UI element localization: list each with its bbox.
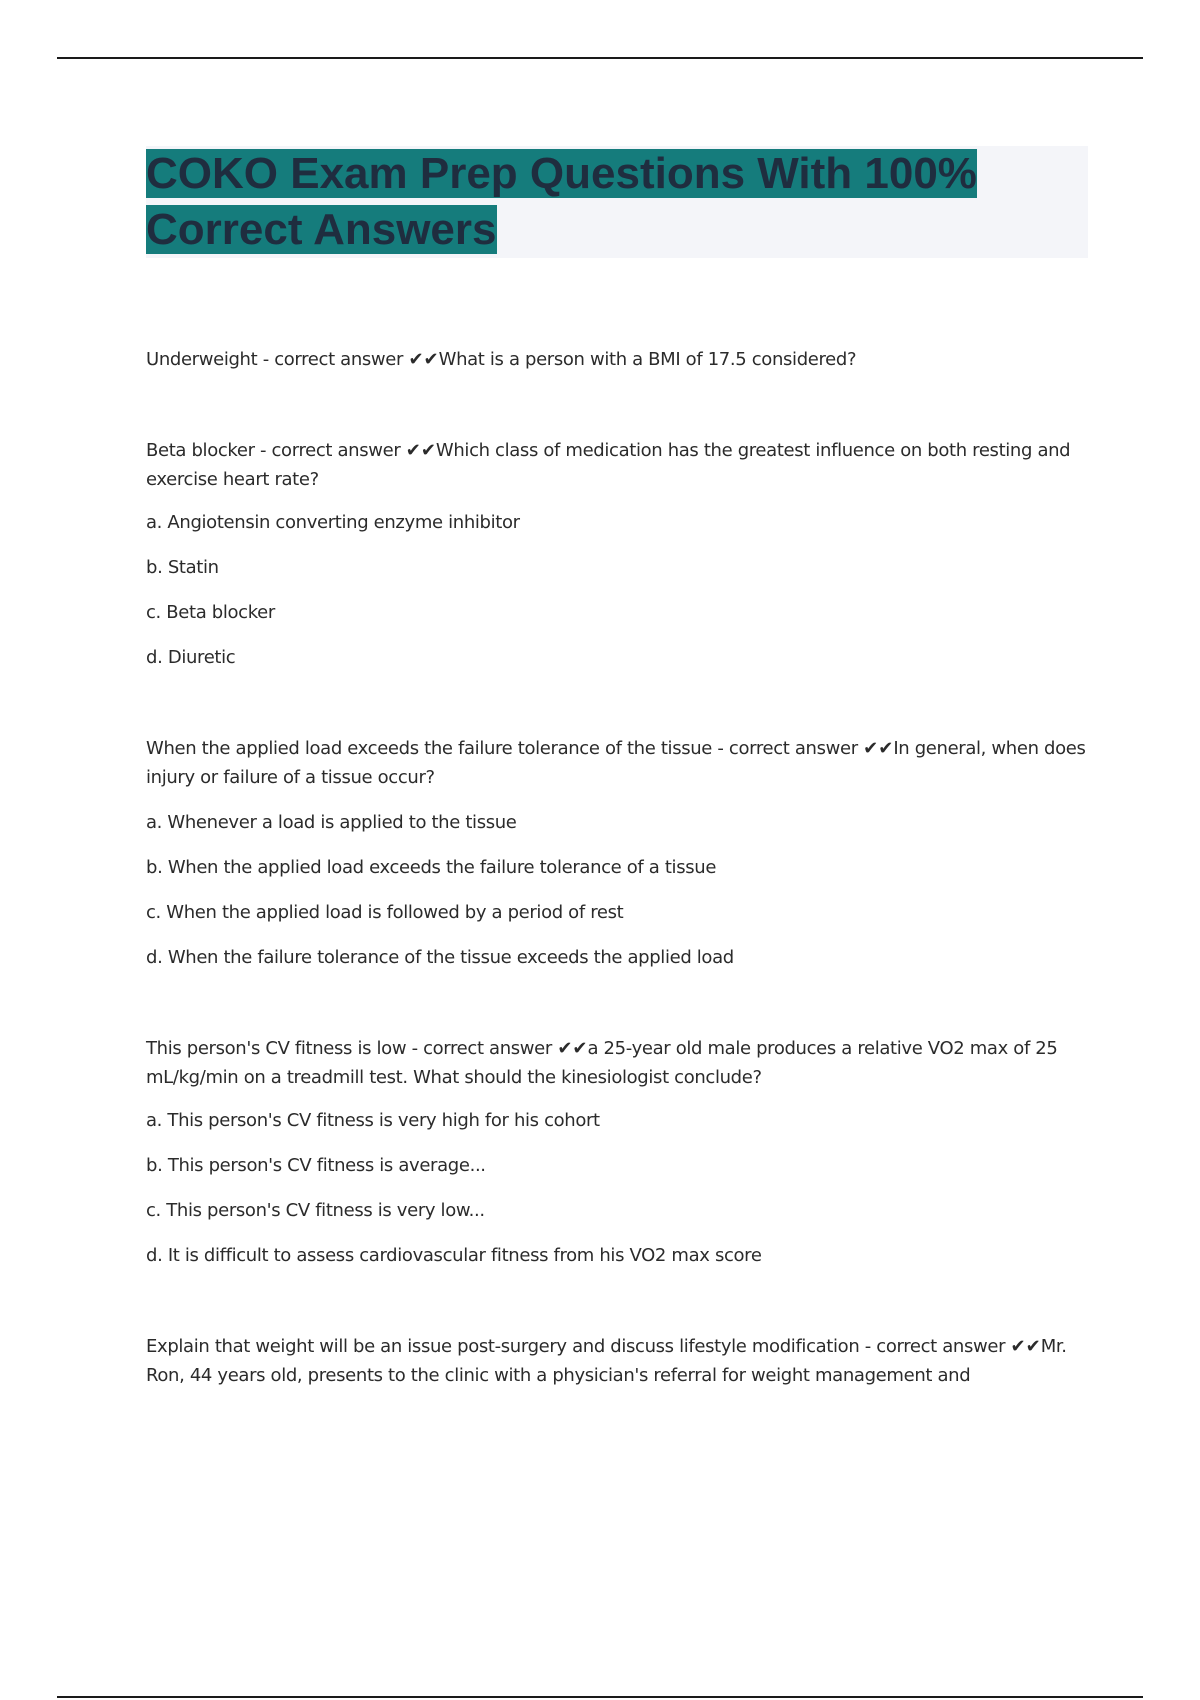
- document-title: [146, 146, 1088, 258]
- question-block: [146, 1332, 1096, 1390]
- answer-option: b. Statin: [146, 557, 219, 578]
- double-check-icon: ✔✔: [557, 1038, 588, 1059]
- correct-answer: Explain that weight will be an issue post-surgery and discuss lifestyle modification - correct answer: [146, 1336, 1011, 1357]
- question-prompt: Which class of medication has the greatest influence on both resting and exercise heart rate?: [146, 440, 1071, 490]
- question-text: [146, 1332, 1096, 1390]
- question-prompt: a 25-year old male produces a relative VO2 max of 25 mL/kg/min on a treadmill test. What should the kinesiologist conclude?: [146, 1038, 1058, 1088]
- double-check-icon: ✔✔: [1010, 1336, 1041, 1357]
- document-title-line1: COKO Exam Prep Questions With 100%: [146, 149, 977, 198]
- question-block: [146, 734, 1096, 972]
- question-block: [146, 1034, 1096, 1270]
- question-prompt: What is a person with a BMI of 17.5 considered?: [438, 349, 857, 370]
- answer-option: a. Whenever a load is applied to the tissue: [146, 812, 517, 833]
- answer-option: d. Diuretic: [146, 647, 236, 668]
- correct-answer: Underweight - correct answer: [146, 349, 409, 370]
- answer-option: d. It is difficult to assess cardiovascular fitness from his VO2 max score: [146, 1245, 762, 1266]
- answer-option: d. When the failure tolerance of the tissue exceeds the applied load: [146, 947, 734, 968]
- correct-answer: Beta blocker - correct answer: [146, 440, 406, 461]
- correct-answer: When the applied load exceeds the failure tolerance of the tissue - correct answer: [146, 738, 864, 759]
- header-rule: [57, 57, 1143, 59]
- double-check-icon: ✔✔: [863, 738, 894, 759]
- document-title-line2: Correct Answers: [146, 205, 497, 254]
- answer-option: b. This person's CV fitness is average...: [146, 1155, 486, 1176]
- question-prompt: Mr. Ron, 44 years old, presents to the clinic with a physician's referral for weight management and: [146, 1336, 1067, 1386]
- answer-option: a. Angiotensin converting enzyme inhibitor: [146, 512, 520, 533]
- question-list: [146, 345, 1096, 1390]
- answer-option: a. This person's CV fitness is very high for his cohort: [146, 1110, 600, 1131]
- answer-option: b. When the applied load exceeds the failure tolerance of a tissue: [146, 857, 717, 878]
- correct-answer: This person's CV fitness is low - correct answer: [146, 1038, 558, 1059]
- question-text: [146, 436, 1096, 494]
- double-check-icon: ✔✔: [405, 440, 436, 461]
- title-block: [146, 146, 1088, 258]
- question-text: [146, 1034, 1096, 1092]
- answer-option: c. Beta blocker: [146, 602, 275, 623]
- question-prompt: In general, when does injury or failure of a tissue occur?: [146, 738, 1086, 788]
- question-block: [146, 345, 1096, 374]
- double-check-icon: ✔✔: [408, 349, 439, 370]
- question-block: [146, 436, 1096, 672]
- answer-option: c. When the applied load is followed by a period of rest: [146, 902, 624, 923]
- footer-rule: [57, 1696, 1143, 1698]
- question-text: [146, 734, 1096, 792]
- question-text: [146, 345, 1096, 374]
- answer-option: c. This person's CV fitness is very low...: [146, 1200, 485, 1221]
